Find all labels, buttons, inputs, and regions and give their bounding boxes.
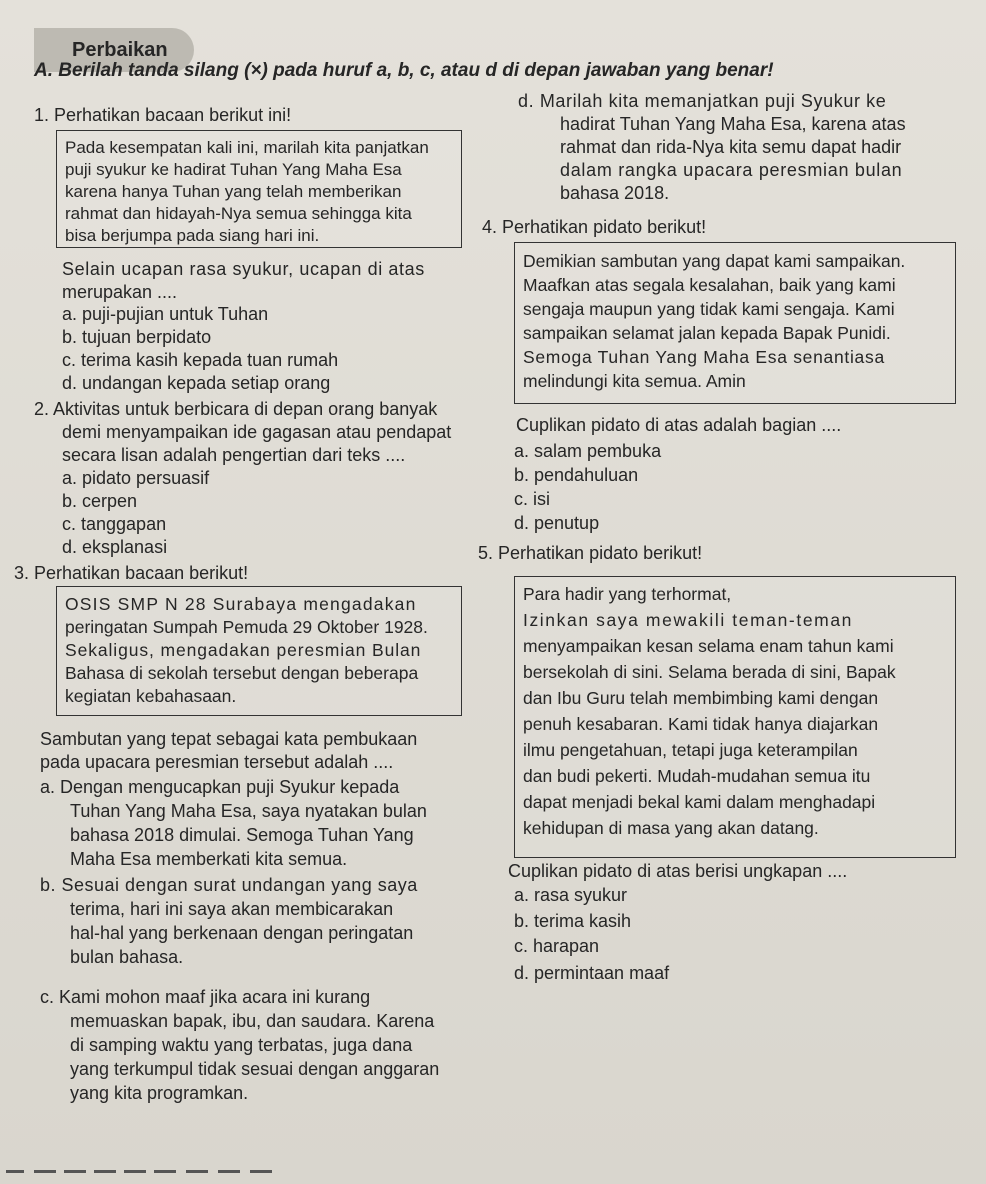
q1-stem: merupakan ....	[62, 282, 178, 302]
q4-option-a[interactable]: a. salam pembuka	[514, 441, 662, 461]
q5-box-line: menyampaikan kesan selama enam tahun kami	[523, 636, 894, 656]
q2-option-b[interactable]: b. cerpen	[62, 491, 138, 511]
q3-box-line: kegiatan kebahasaan.	[65, 686, 237, 706]
q1-prompt: 1. Perhatikan bacaan berikut ini!	[34, 105, 292, 125]
q5-box-line: ilmu pengetahuan, tetapi juga keterampilan	[523, 740, 858, 760]
q3-stem: Sambutan yang tepat sebagai kata pembukaan	[40, 729, 418, 749]
q1-passage-box	[56, 130, 462, 248]
q3-box-line: peringatan Sumpah Pemuda 29 Oktober 1928.	[65, 617, 428, 637]
q3-box-line: OSIS SMP N 28 Surabaya mengadakan	[65, 594, 417, 614]
q4-box-line: sampaikan selamat jalan kepada Bapak Punidi.	[523, 323, 891, 343]
q5-prompt: 5. Perhatikan pidato berikut!	[478, 543, 703, 563]
q3-option-b[interactable]: b. Sesuai dengan surat undangan yang saya	[40, 875, 418, 895]
q4-prompt: 4. Perhatikan pidato berikut!	[482, 217, 707, 237]
q5-option-c[interactable]: c. harapan	[514, 936, 600, 956]
q4-passage-box	[514, 242, 956, 404]
q1-box-line: bisa berjumpa pada siang hari ini.	[65, 226, 320, 245]
bottom-rule	[250, 1170, 272, 1173]
q2-option-a[interactable]: a. pidato persuasif	[62, 468, 210, 488]
q4-box-line: sengaja maupun yang tidak kami sengaja. Kami	[523, 299, 895, 319]
q3-box-line: Sekaligus, mengadakan peresmian Bulan	[65, 640, 422, 660]
bottom-rule	[94, 1170, 116, 1173]
q2-option-c[interactable]: c. tanggapan	[62, 514, 167, 534]
q5-box-line: kehidupan di masa yang akan datang.	[523, 818, 819, 838]
q1-box-line: Pada kesempatan kali ini, marilah kita panjatkan	[65, 138, 429, 157]
q3-stem: pada upacara peresmian tersebut adalah ....	[40, 752, 394, 772]
q5-box-line: penuh kesabaran. Kami tidak hanya diajarkan	[523, 714, 879, 734]
q5-option-d[interactable]: d. permintaan maaf	[514, 963, 670, 983]
q2-stem: demi menyampaikan ide gagasan atau pendapat	[62, 422, 452, 442]
q5-box-line: dan budi pekerti. Mudah-mudahan semua itu	[523, 766, 871, 786]
q3-option-c[interactable]: c. Kami mohon maaf jika acara ini kurang	[40, 987, 371, 1007]
q4-box-line: Semoga Tuhan Yang Maha Esa senantiasa	[523, 347, 885, 367]
q5-box-line: Izinkan saya mewakili teman-teman	[523, 610, 853, 630]
q3-box-line: Bahasa di sekolah tersebut dengan beberapa	[65, 663, 419, 683]
q1-box-line: puji syukur ke hadirat Tuhan Yang Maha Esa	[65, 160, 402, 179]
bottom-rule	[34, 1170, 56, 1173]
q3-option-a-line: Tuhan Yang Maha Esa, saya nyatakan bulan	[70, 801, 427, 821]
q4-box-line: melindungi kita semua. Amin	[523, 371, 746, 391]
q5-option-b[interactable]: b. terima kasih	[514, 911, 632, 931]
q3-option-d-line: rahmat dan rida-Nya kita semu dapat hadir	[560, 137, 902, 157]
q5-option-a[interactable]: a. rasa syukur	[514, 885, 628, 905]
q3-option-a-line: bahasa 2018 dimulai. Semoga Tuhan Yang	[70, 825, 414, 845]
q5-box-line: dapat menjadi bekal kami dalam menghadapi	[523, 792, 876, 812]
q3-option-d-line: hadirat Tuhan Yang Maha Esa, karena atas	[560, 114, 906, 134]
q5-passage-box	[514, 576, 956, 858]
q2-stem: secara lisan adalah pengertian dari teks ....	[62, 445, 406, 465]
q5-stem: Cuplikan pidato di atas berisi ungkapan ....	[508, 861, 848, 881]
q1-box-line: karena hanya Tuhan yang telah memberikan	[65, 182, 402, 201]
q3-option-d[interactable]: d. Marilah kita memanjatkan puji Syukur ke	[518, 91, 887, 111]
q3-option-c-line: di samping waktu yang terbatas, juga dana	[70, 1035, 413, 1055]
q4-option-b[interactable]: b. pendahuluan	[514, 465, 639, 485]
q1-option-b[interactable]: b. tujuan berpidato	[62, 327, 212, 347]
q3-option-d-line: bahasa 2018.	[560, 183, 670, 203]
bottom-rule	[124, 1170, 146, 1173]
section-title: Perbaikan	[34, 28, 194, 72]
q4-option-d[interactable]: d. penutup	[514, 513, 600, 533]
q4-box-line: Demikian sambutan yang dapat kami sampaikan.	[523, 251, 906, 271]
q3-passage-box	[56, 586, 462, 716]
bottom-rule	[154, 1170, 176, 1173]
q1-option-c[interactable]: c. terima kasih kepada tuan rumah	[62, 350, 339, 370]
q2-option-d[interactable]: d. eksplanasi	[62, 537, 168, 557]
q1-box-line: rahmat dan hidayah-Nya semua sehingga kita	[65, 204, 412, 223]
q3-option-d-line: dalam rangka upacara peresmian bulan	[560, 160, 903, 180]
q5-box-line: dan Ibu Guru telah membimbing kami dengan	[523, 688, 879, 708]
q2-stem: 2. Aktivitas untuk berbicara di depan orang banyak	[34, 399, 438, 419]
q3-option-c-line: yang terkumpul tidak sesuai dengan anggaran	[70, 1059, 440, 1079]
bottom-rule	[6, 1170, 24, 1173]
bottom-rule	[64, 1170, 86, 1173]
q5-box-line: bersekolah di sini. Selama berada di sini, Bapak	[523, 662, 896, 682]
q1-stem: Selain ucapan rasa syukur, ucapan di atas	[62, 259, 425, 279]
bottom-rule	[218, 1170, 240, 1173]
q3-option-a-line: Maha Esa memberkati kita semua.	[70, 849, 348, 869]
q3-option-b-line: hal-hal yang berkenaan dengan peringatan	[70, 923, 414, 943]
bottom-rule	[186, 1170, 208, 1173]
q4-box-line: Maafkan atas segala kesalahan, baik yang kami	[523, 275, 896, 295]
q4-option-c[interactable]: c. isi	[514, 489, 550, 509]
q3-option-a[interactable]: a. Dengan mengucapkan puji Syukur kepada	[40, 777, 400, 797]
q3-option-b-line: bulan bahasa.	[70, 947, 184, 967]
q5-box-line: Para hadir yang terhormat,	[523, 584, 732, 604]
q1-option-a[interactable]: a. puji-pujian untuk Tuhan	[62, 304, 269, 324]
q4-stem: Cuplikan pidato di atas adalah bagian ....	[516, 415, 842, 435]
q3-option-c-line: memuaskan bapak, ibu, dan saudara. Karena	[70, 1011, 435, 1031]
q3-option-b-line: terima, hari ini saya akan membicarakan	[70, 899, 394, 919]
instruction: A. Berilah tanda silang (×) pada huruf a, b, c, atau d di depan jawaban yang benar!	[34, 60, 774, 81]
q3-prompt: 3. Perhatikan bacaan berikut!	[14, 563, 249, 583]
q1-option-d[interactable]: d. undangan kepada setiap orang	[62, 373, 331, 393]
q3-option-c-line: yang kita programkan.	[70, 1083, 249, 1103]
